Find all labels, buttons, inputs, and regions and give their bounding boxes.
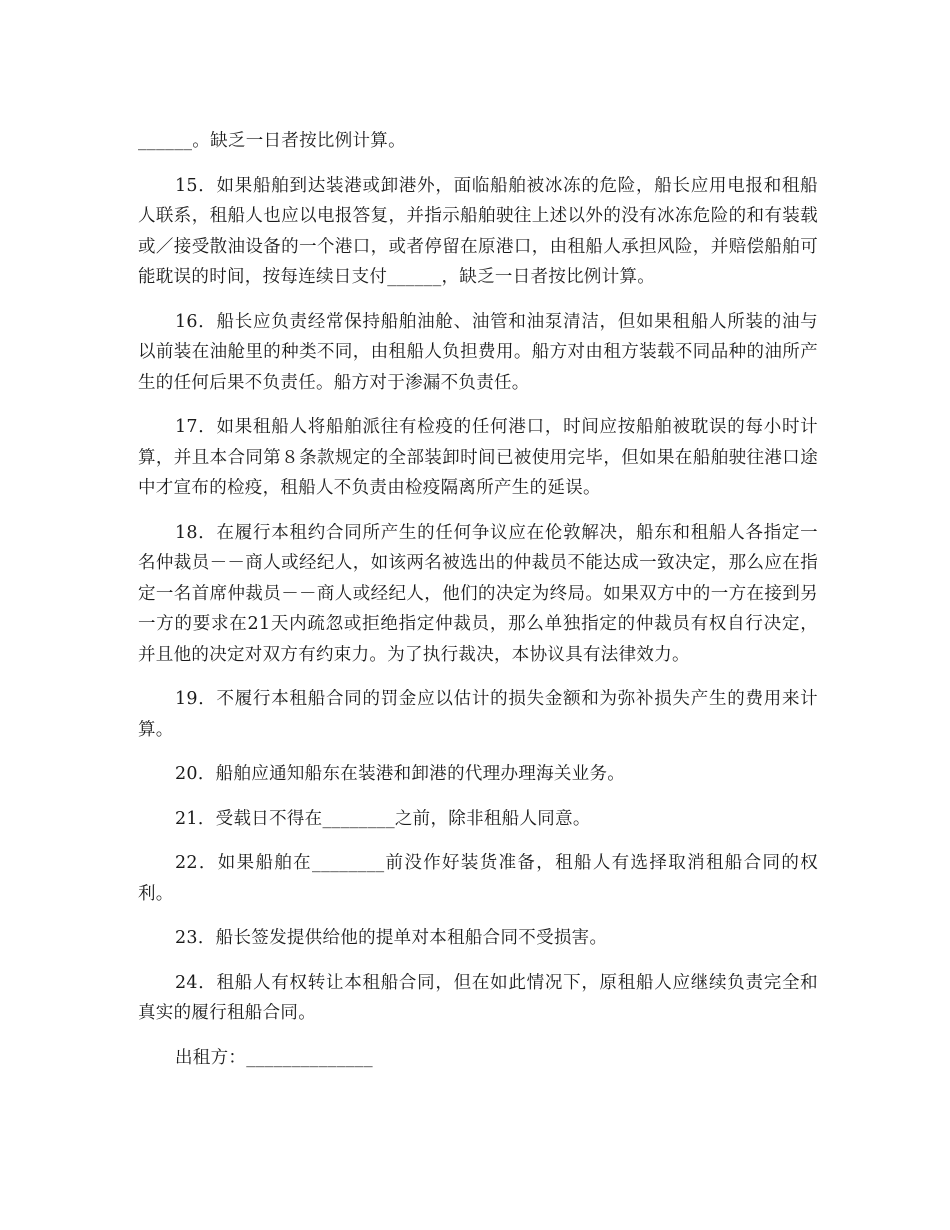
clause-16: 16．船长应负责经常保持船舶油舱、油管和油泵清洁，但如果租船人所装的油与以前装在油舱里的种类不同，由租船人负担费用。船方对由租方装载不同品种的油所产生的任何后果不负责任。船方对于渗漏不负责任。: [138, 311, 818, 393]
clause-15: 15．如果船舶到达装港或卸港外，面临船舶被冰冻的危险，船长应用电报和租船人联系，租船人也应以电报答复，并指示船舶驶往上述以外的没有冰冻危险的和有装载或／接受散油设备的一个港口，或者停留在原港口，由租船人承担风险，并赔偿船舶可能耽误的时间，按每连续日支付______，缺乏一日者按比例计算。: [138, 175, 818, 287]
clause-23: 23．船长签发提供给他的提单对本租船合同不受损害。: [175, 928, 608, 948]
lessor-signature-line: 出租方：______________: [175, 1047, 373, 1068]
clause-18: 18．在履行本租约合同所产生的任何争议应在伦敦解决，船东和租船人各指定一名仲裁员－－商人或经纪人，如该两名被选出的仲裁员不能达成一致决定，那么应在指定一名首席仲裁员－－商人或经纪人，他们的决定为终局。如果双方中的一方在接到另一方的要求在21天内疏忽或拒绝指定仲裁员，那么单独指定的仲裁员有权自行决定，并且他的决定对双方有约束力。为了执行裁决，本协议具有法律效力。: [138, 522, 818, 665]
document-body: [138, 126, 818, 1073]
clause-20: 20．船舶应通知船东在装港和卸港的代理办理海关业务。: [175, 764, 626, 784]
clause-19: 19．不履行本租船合同的罚金应以估计的损失金额和为弥补损失产生的费用来计算。: [138, 689, 818, 740]
clause-17: 17．如果租船人将船舶派往有检疫的任何港口，时间应按船舶被耽误的每小时计算，并且本合同第８条款规定的全部装卸时间已被使用完毕，但如果在船舶驶往港口途中才宣布的检疫，租船人不负责由检疫隔离所产生的延误。: [138, 417, 818, 498]
clause-24: 24．租船人有权转让本租船合同，但在如此情况下，原租船人应继续负责完全和真实的履行租船合同。: [138, 972, 818, 1023]
paragraph-continuation: ______。缺乏一日者按比例计算。: [138, 131, 406, 151]
clause-22: 22．如果船舶在________前没作好装货准备，租船人有选择取消租船合同的权利。: [138, 853, 818, 904]
clause-21: 21．受载日不得在________之前，除非租船人同意。: [175, 808, 591, 829]
